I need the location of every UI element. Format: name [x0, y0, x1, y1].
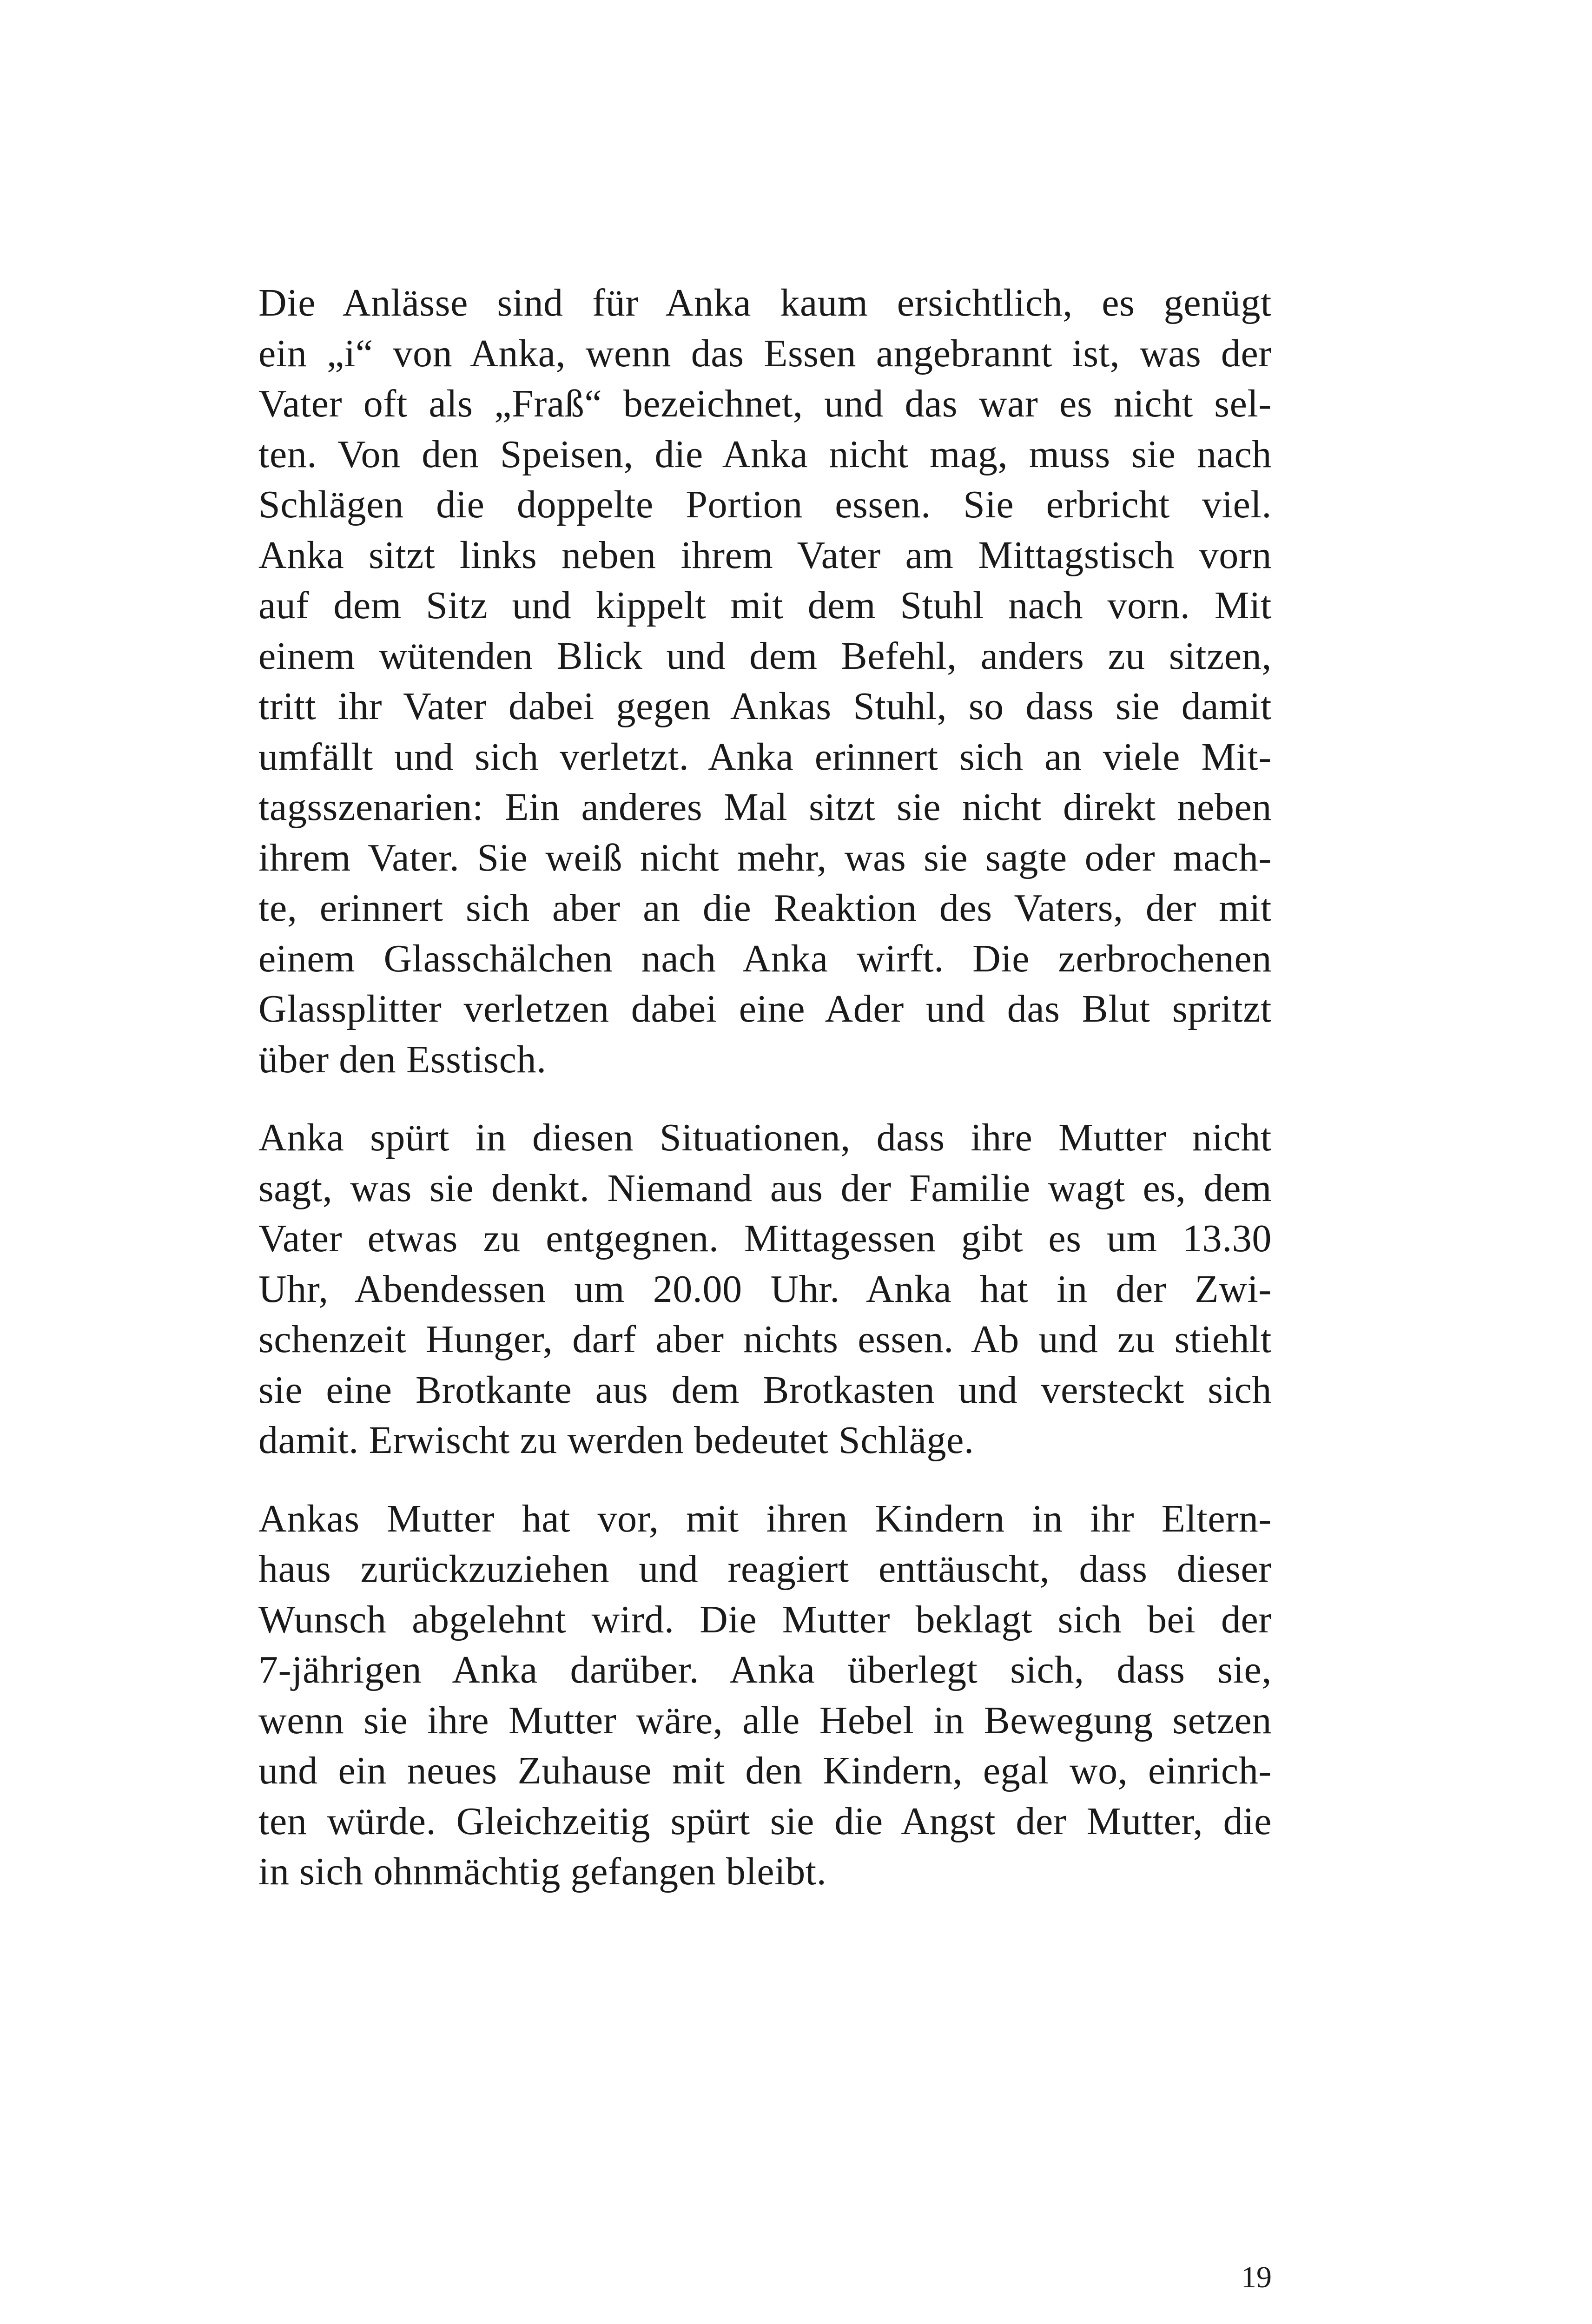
text-line: umfällt und sich verletzt. Anka erinnert sich an viele Mit-	[258, 735, 1272, 779]
text-line: Die Anlässe sind für Anka kaum ersichtlich, es genügt	[258, 281, 1272, 324]
text-line: einem Glasschälchen nach Anka wirft. Die zerbrochenen	[258, 937, 1272, 980]
text-line: Schlägen die doppelte Portion essen. Sie erbricht viel.	[258, 483, 1272, 526]
text-line: tritt ihr Vater dabei gegen Ankas Stuhl, so dass sie damit	[258, 685, 1272, 728]
text-line: damit. Erwischt zu werden bedeutet Schläge.	[258, 1419, 974, 1462]
text-line: auf dem Sitz und kippelt mit dem Stuhl nach vorn. Mit	[258, 584, 1272, 627]
text-line: über den Esstisch.	[258, 1037, 547, 1081]
text-line: sie eine Brotkante aus dem Brotkasten und versteckt sich	[258, 1368, 1272, 1412]
text-line: Vater oft als „Fraß“ bezeichnet, und das war es nicht sel-	[258, 382, 1272, 425]
text-line: und ein neues Zuhause mit den Kindern, egal wo, einrich-	[258, 1749, 1272, 1792]
page-body	[258, 278, 1272, 1897]
text-line: ten würde. Gleichzeitig spürt sie die Angst der Mutter, die	[258, 1799, 1272, 1843]
text-line: sagt, was sie denkt. Niemand aus der Familie wagt es, dem	[258, 1166, 1272, 1210]
text-line: Wunsch abgelehnt wird. Die Mutter beklagt sich bei der	[258, 1598, 1272, 1641]
paragraph-1	[258, 278, 1272, 1085]
text-line: in sich ohnmächtig gefangen bleibt.	[258, 1850, 827, 1893]
text-line: ten. Von den Speisen, die Anka nicht mag, muss sie nach	[258, 432, 1272, 476]
text-line: Vater etwas zu entgegnen. Mittagessen gibt es um 13.30	[258, 1217, 1272, 1260]
text-line: Anka spürt in diesen Situationen, dass ihre Mutter nicht	[258, 1116, 1272, 1159]
text-line: ihrem Vater. Sie weiß nicht mehr, was sie sagte oder mach-	[258, 836, 1272, 879]
text-line: Glassplitter verletzen dabei eine Ader und das Blut spritzt	[258, 987, 1272, 1030]
text-line: tagsszenarien: Ein anderes Mal sitzt sie nicht direkt neben	[258, 786, 1272, 829]
text-line: 7-jährigen Anka darüber. Anka überlegt sich, dass sie,	[258, 1648, 1272, 1691]
text-line: te, erinnert sich aber an die Reaktion des Vaters, der mit	[258, 886, 1272, 930]
text-line: wenn sie ihre Mutter wäre, alle Hebel in Bewegung setzen	[258, 1698, 1272, 1742]
page-number: 19	[1241, 2260, 1272, 2294]
paragraph-2	[258, 1113, 1272, 1466]
text-line: Anka sitzt links neben ihrem Vater am Mittagstisch vorn	[258, 533, 1272, 577]
text-line: schenzeit Hunger, darf aber nichts essen. Ab und zu stiehlt	[258, 1318, 1272, 1361]
text-line: ein „i“ von Anka, wenn das Essen angebrannt ist, was der	[258, 331, 1272, 375]
text-line: Uhr, Abendessen um 20.00 Uhr. Anka hat in der Zwi-	[258, 1267, 1272, 1311]
paragraph-3	[258, 1494, 1272, 1897]
text-line: haus zurückzuziehen und reagiert enttäuscht, dass dieser	[258, 1547, 1272, 1591]
text-line: einem wütenden Blick und dem Befehl, anders zu sitzen,	[258, 634, 1272, 678]
text-line: Ankas Mutter hat vor, mit ihren Kindern in ihr Eltern-	[258, 1497, 1272, 1540]
